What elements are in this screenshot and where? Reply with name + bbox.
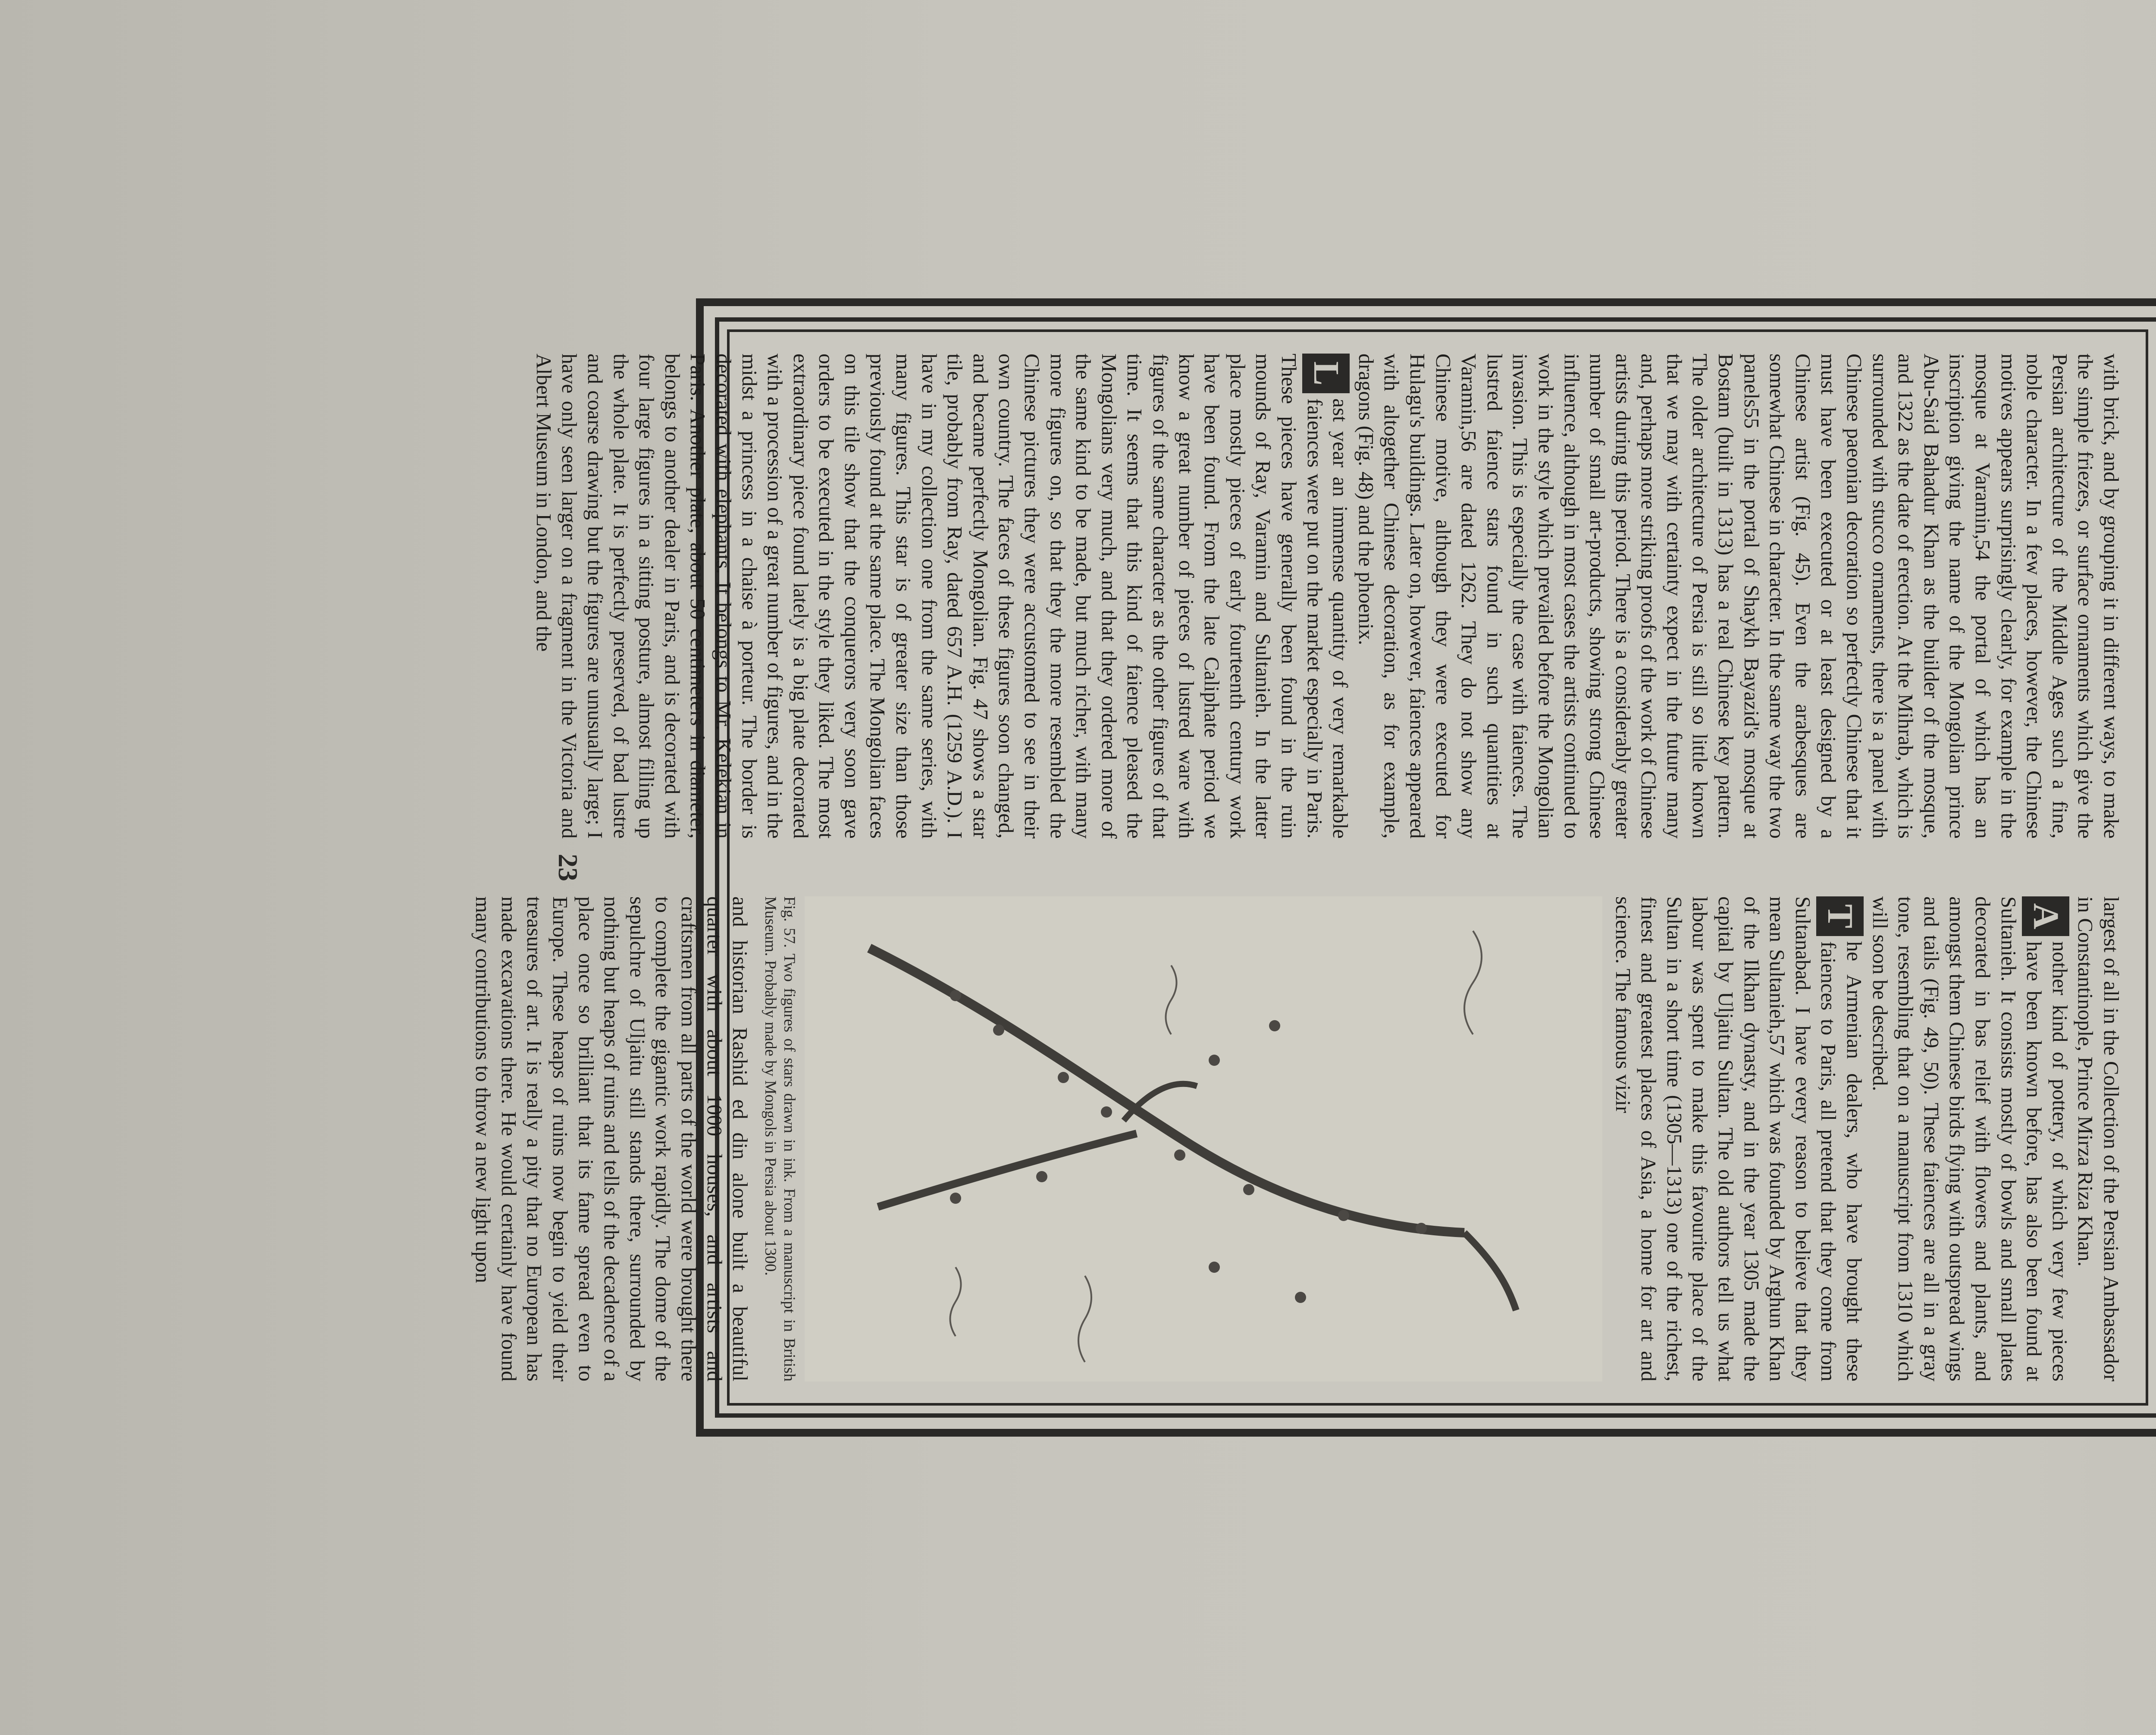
dropcap-t: T <box>1816 896 1864 936</box>
left-paragraph-2: ast year an immense quantity of very remarkable faiences were put on the market especially in Paris. These pieces have generally been found in the ruin mounds of Ray, Varamin and Sultanieh. In the latter place mostly pieces of early fourteenth century work have been found. From the late Caliphate period we know a great number of pieces of lustred ware with figures of the same character as the other figures of that time. It seems that this kind of faience pleased the Mongolians very much, and that they ordered more of the same kind to be made, but much richer, with many more figures on, so that they the more resembled the Chinese pictures they were accustomed to see in their own country. The faces of these figures soon changed, and became perfectly Mongolian. Fig. 47 shows a star tile, probably from Ray, dated 657 A.H. (1259 A.D.). I have in my collection one from the same series, with many figures. This star is of greater size than those previously found at the same place. The Mongolian faces on this tile show that the conquerors very soon gave orders to be executed in the style they liked. The most extraordinary piece found lately is a big plate decorated with a procession of a great number of figures, and in the midst a princess in a chaise à porteur. The border is decorated with elephants. It belongs to Mr. Kelekian in Paris. Another plate, about 50 centimeters in diameter, belongs to another dealer in Paris, and is decorated with four large figures in a sitting posture, almost filling up the whole plate. It is perfectly preserved, of bad lustre and coarse drawing but the figures are unusually large; I have only seen larger on a fragment in the Victoria and Albert Museum in London, and the <box>532 354 1353 839</box>
right-paragraph-4: and historian Rashid ed din alone built a beautiful quarter with about 1000 houses, and artists and craftsmen from all parts of the world were brought there to complete the gigantic work rapidly. The dome of the sepulchre of Uljaitu still stands there, surrounded by nothing but heaps of ruins and tells of the decadence of a place once so brilliant that its fame spread even to Europe. These heaps of ruins now begin to yield their treasures of art. It is really a pity that no European has made excavations there. He would certainly have found many contributions to throw a new light upon <box>471 896 752 1381</box>
right-paragraph-3-wrap <box>1610 896 1867 1381</box>
rotated-page <box>429 298 2156 1437</box>
right-column <box>471 896 2124 1381</box>
dropcap-l: L <box>1302 354 1350 393</box>
right-paragraph-2: nother kind of pottery, of which very few pieces have been known before, has also been found at Sultanieh. It consists mostly of bowls and small plates decorated in bas relief with flowers and plants, and amongst them Chinese birds flying with outspread wings and tails (Fig. 49, 50). These faiences are all in a gray tone, resembling that on a manuscript from 1310 which will soon be described. <box>1868 896 2072 1381</box>
figure-caption: Fig. 57. Two figures of stars drawn in ink. From a manuscript in British Museum. Probably made by Mongols in Persia about 1300. <box>761 896 799 1381</box>
left-column <box>532 354 2124 839</box>
left-paragraph-2-wrap <box>531 354 1353 839</box>
right-paragraph-3: he Armenian dealers, who have brought these faiences to Paris, all pretend that they come from Sultanabad. I have every reason to believe that they mean Sultanieh,57 which was founded by Arghun Khan of the Ilkhan dynasty, and in the year 1305 made the capital by Uljaitu Sultan. The old authors tell us what labour was spent to make this favourite place of the Sultan in a short time (1305—1313) one of the richest, finest and greatest places of Asia, a home for art and science. The famous vizir <box>1611 896 1867 1381</box>
dropcap-a: A <box>2022 896 2069 936</box>
page-number: 23 <box>553 854 583 881</box>
right-paragraph-2-wrap <box>1867 896 2073 1381</box>
left-paragraph-1: with brick, and by grouping it in different ways, to make the simple friezes, or surface ornaments which give the Persian architecture of the Middle Ages such a fine, noble character. In a few places, however, the Chinese motives appears surprisingly clearly, for example in the mosque at Varamin,54 the portal of which has an inscription giving the name of the Mongolian prince Abu-Said Bahadur Khan as the builder of the mosque, and 1322 as the date of erection. At the Mihrab, which is surrounded with stucco ornaments, there is a panel with Chinese paeonian decoration so perfectly Chinese that it must have been executed or at least designed by a Chinese artist (Fig. 45). Even the arabesques are somewhat Chinese in character. In the same way the two panels55 in the portal of Shaykh Bayazid's mosque at Bostam (built in 1313) has a real Chinese key pattern. The older architecture of Persia is still so little known that we may with certainty expect in the future many and, perhaps more striking proofs of the work of Chinese artists during this period. There is a considerably greater number of small art-products, showing strong Chinese influence, although in most cases the artists continued to work in the style which prevailed before the Mongolian invasion. This is especially the case with faiences. The lustred faience stars found in such quantities at Varamin,56 are dated 1262. They do not show any Chinese motive, although they were executed for Hulagu's buildings. Later on, however, faiences appeared with altogether Chinese decoration, as for example, dragons (Fig. 48) and the phoenix. <box>1354 354 2123 839</box>
figure-57 <box>761 896 1602 1381</box>
star-figures-illustration <box>805 896 1602 1381</box>
right-paragraph-1: largest of all in the Collection of the Persian Ambassador in Constantinople, Prince Mirza Riza Khan. <box>2074 896 2123 1381</box>
